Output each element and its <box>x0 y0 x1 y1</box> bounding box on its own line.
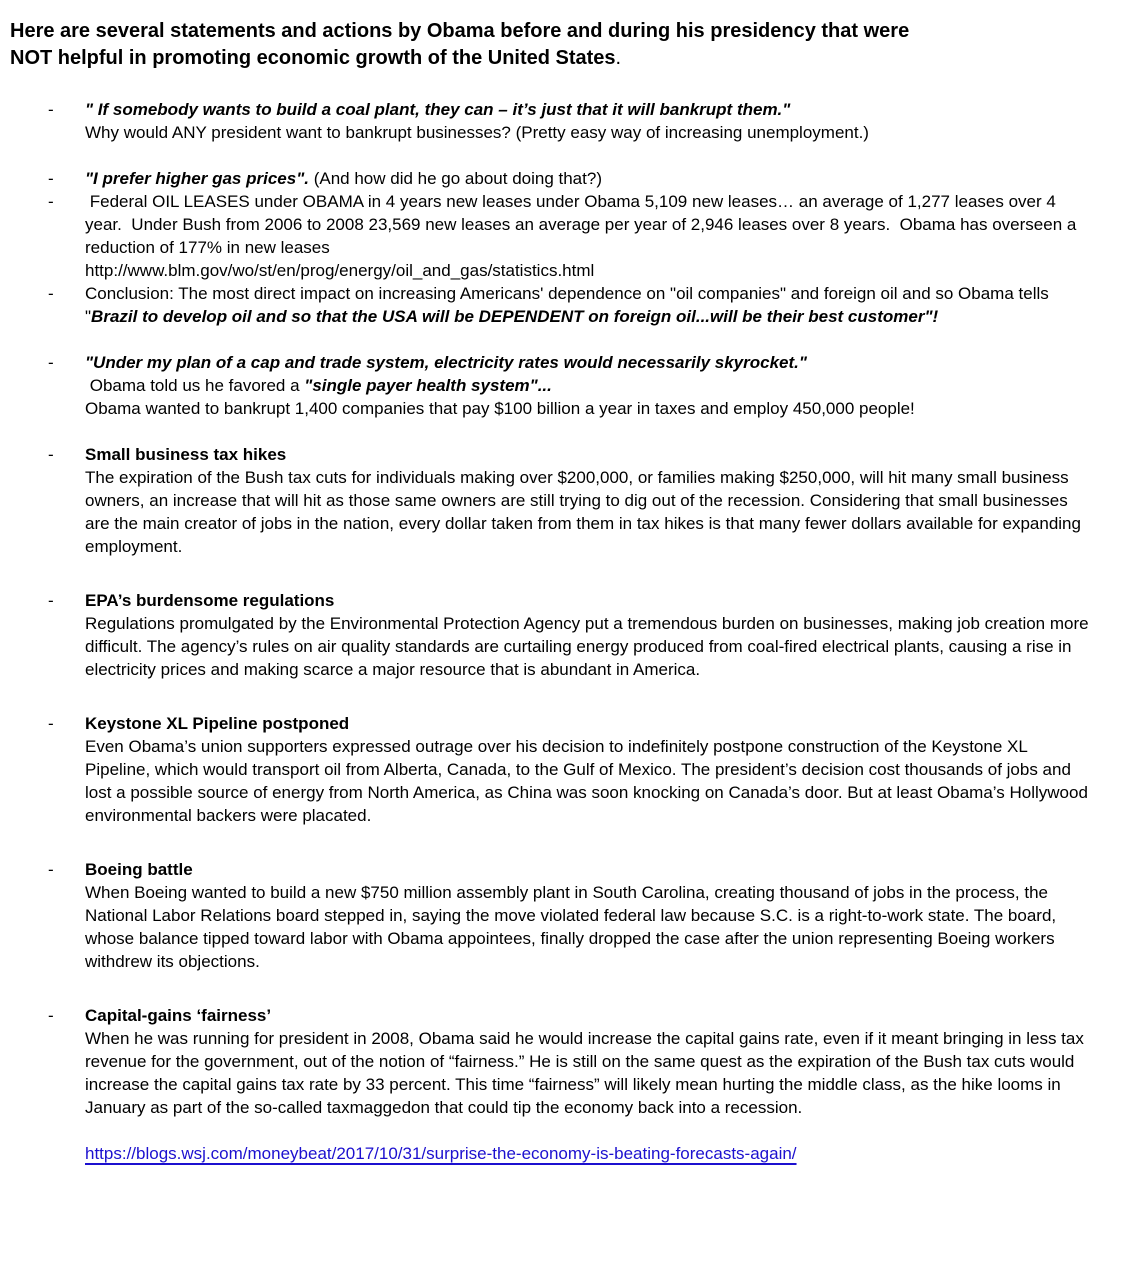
text-line <box>85 351 1094 374</box>
text-run: http://www.blm.gov/wo/st/en/prog/energy/oil_and_gas/statistics.html <box>85 261 595 280</box>
bullet-item <box>48 282 1114 328</box>
bullet-dash: - <box>48 714 54 733</box>
bold-italic-quote-run: "single payer health system"... <box>304 376 552 395</box>
text-run: Federal OIL LEASES under OBAMA in 4 years new leases under Obama 5,109 new leases… an average of 1,277 leases over 4 year. Under Bush from 2006 to 2008 23,569 new leases an average per year of 2,946 leases over 8 years. Obama has overseen a reduction of 177% in new leases <box>85 192 1082 257</box>
text-line <box>85 121 1094 144</box>
text-run: Even Obama’s union supporters expressed outrage over his decision to indefinitely postpone construction of the Keystone XL Pipeline, which would transport oil from Alberta, Canada, to the Gulf of Mexico. The president’s decision cost thousands of jobs and lost a possible source of energy from North America, as China was soon knocking on Canada’s door. But at least Obama’s Hollywood environmental backers were placated. <box>85 737 1093 825</box>
text-line <box>85 167 1094 190</box>
text-line <box>85 374 1094 397</box>
text-line <box>85 397 1094 420</box>
bullet-dash: - <box>48 860 54 879</box>
bold-italic-quote-run: " If somebody wants to build a coal plant, they can – it’s just that it will bankrupt them." <box>85 100 791 119</box>
text-line <box>85 612 1094 681</box>
bullet-dash: - <box>48 591 54 610</box>
text-line <box>85 1004 1094 1027</box>
text-run: Obama wanted to bankrupt 1,400 companies that pay $100 billion a year in taxes and employ 450,000 people! <box>85 399 915 418</box>
page-title-line-1: Here are several statements and actions by Obama before and during his presidency that were <box>10 20 910 42</box>
text-run: Conclusion: The most direct impact on increasing Americans' dependence on "oil companies" and foreign oil and so Obama tells " <box>85 284 1054 326</box>
text-line <box>85 735 1094 827</box>
text-line <box>85 259 1094 282</box>
text-line <box>85 1142 1094 1165</box>
bullet-item <box>48 712 1114 827</box>
bullet-dash: - <box>48 192 54 211</box>
bullet-item <box>48 167 1114 190</box>
text-line <box>85 98 1094 121</box>
bullet-dash: - <box>48 445 54 464</box>
bullet-item <box>48 1004 1114 1119</box>
page-title-line-2-bold: NOT helpful in promoting economic growth of the United States <box>10 47 616 69</box>
bullet-dash: - <box>48 1006 54 1025</box>
text-line <box>85 1027 1094 1119</box>
text-run: When Boeing wanted to build a new $750 million assembly plant in South Carolina, creating thousand of jobs in the process, the National Labor Relations board stepped in, saying the move violated federal law because S.C. is a right-to-work state. The board, whose balance tipped toward labor with Obama appointees, finally dropped the case after the union representing Boeing workers withdrew its objections. <box>85 883 1061 971</box>
bullet-item <box>48 351 1114 420</box>
text-line <box>85 466 1094 558</box>
page-title-line-2 <box>10 45 1114 72</box>
text-line <box>85 881 1094 973</box>
text-run: Obama told us he favored a <box>85 376 305 395</box>
bullet-dash: - <box>48 169 54 188</box>
bold-italic-quote-run: "I prefer higher gas prices". <box>85 169 309 188</box>
bullet-dash: - <box>48 284 54 303</box>
wsj-article-link[interactable]: https://blogs.wsj.com/moneybeat/2017/10/31/surprise-the-economy-is-beating-forecasts-again/ <box>85 1144 797 1163</box>
text-line <box>85 443 1094 466</box>
page-title-period: . <box>615 47 622 69</box>
text-run: (And how did he go about doing that?) <box>308 169 602 188</box>
bold-heading-run: Small business tax hikes <box>85 445 287 464</box>
bold-italic-quote-run: Brazil to develop oil and so that the USA will be DEPENDENT on foreign oil...will be their best customer"! <box>91 307 939 326</box>
bold-heading-run: Keystone XL Pipeline postponed <box>85 714 350 733</box>
text-line <box>85 190 1094 259</box>
text-run: Regulations promulgated by the Environmental Protection Agency put a tremendous burden on businesses, making job creation more difficult. The agency’s rules on air quality standards are curtailing energy produced from coal-fired electrical plants, causing a rise in electricity prices and making scarce a major resource that is abundant in America. <box>85 614 1094 679</box>
text-line <box>85 589 1094 612</box>
bullet-dash: - <box>48 100 54 119</box>
bold-heading-run: EPA’s burdensome regulations <box>85 591 335 610</box>
bullet-item <box>48 190 1114 282</box>
bold-heading-run: Boeing battle <box>85 860 193 879</box>
bold-italic-quote-run: "Under my plan of a cap and trade system, electricity rates would necessarily skyrocket." <box>85 353 807 372</box>
text-line <box>85 712 1094 735</box>
link-paragraph <box>48 1142 1114 1165</box>
document-items <box>10 98 1114 1165</box>
text-line <box>85 858 1094 881</box>
bullet-item <box>48 98 1114 144</box>
bullet-dash: - <box>48 353 54 372</box>
bullet-item <box>48 443 1114 558</box>
text-line <box>85 282 1094 328</box>
bullet-item <box>48 858 1114 973</box>
page-title <box>10 18 1114 72</box>
text-run: Why would ANY president want to bankrupt businesses? (Pretty easy way of increasing unemployment.) <box>85 123 869 142</box>
text-run: When he was running for president in 2008, Obama said he would increase the capital gains rate, even if it meant bringing in less tax revenue for the government, out of the notion of “fairness.” He is still on the same quest as the expiration of the Bush tax cuts would increase the capital gains tax rate by 33 percent. This time “fairness” will likely mean hurting the middle class, as the hike looms in January as part of the so-called taxmaggedon that could tip the economy back into a recession. <box>85 1029 1089 1117</box>
bullet-item <box>48 589 1114 681</box>
text-run: The expiration of the Bush tax cuts for individuals making over $200,000, or families making $250,000, will hit many small business owners, an increase that will hit as those same owners are still trying to dig out of the recession. Considering that small businesses are the main creator of jobs in the nation, every dollar taken from them in tax hikes is that many fewer dollars available for expanding employment. <box>85 468 1086 556</box>
bold-heading-run: Capital-gains ‘fairness’ <box>85 1006 272 1025</box>
